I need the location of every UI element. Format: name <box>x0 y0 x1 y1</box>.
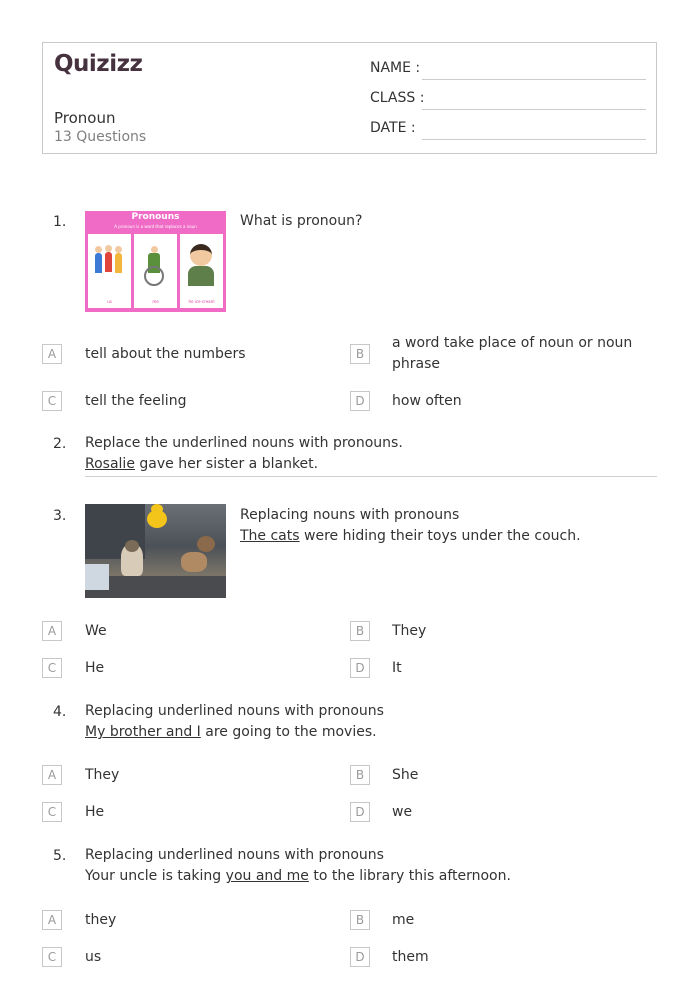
option-text[interactable]: us <box>85 949 102 965</box>
question-text: Replace the underlined nouns with pronouns. <box>85 435 403 451</box>
card-subtitle: A pronoun is a word that replaces a noun <box>114 224 197 229</box>
question-text: Replacing underlined nouns with pronouns <box>85 703 384 719</box>
question-sentence: The cats were hiding their toys under the couch. <box>240 528 581 544</box>
option-text[interactable]: They <box>392 623 427 639</box>
question-number: 1. <box>53 214 67 230</box>
question-number: 3. <box>53 508 67 524</box>
card-label-he: he ice-cream <box>188 299 215 304</box>
question-text: What is pronoun? <box>240 213 363 229</box>
card-title: Pronouns <box>131 212 180 222</box>
option-letter[interactable]: C <box>42 658 62 678</box>
option-letter[interactable]: A <box>42 621 62 641</box>
option-letter[interactable]: B <box>350 765 370 785</box>
option-text[interactable]: me <box>392 912 415 928</box>
option-text[interactable]: tell about the numbers <box>85 346 246 362</box>
question-number: 5. <box>53 848 67 864</box>
option-letter[interactable]: C <box>42 947 62 967</box>
underlined-noun: The cats <box>240 528 300 544</box>
option-text[interactable]: we <box>392 804 413 820</box>
answer-line <box>85 476 657 477</box>
option-letter[interactable]: A <box>42 344 62 364</box>
class-label: CLASS : <box>370 90 425 106</box>
option-text[interactable]: She <box>392 767 419 783</box>
card-label-us: us <box>107 299 112 304</box>
option-text[interactable]: they <box>85 912 117 928</box>
card-label-me: me <box>152 299 159 304</box>
card-panel-me <box>134 234 177 308</box>
option-letter[interactable]: A <box>42 910 62 930</box>
question-number: 2. <box>53 436 67 452</box>
pronoun-card-image <box>85 211 226 312</box>
option-text[interactable]: We <box>85 623 107 639</box>
option-letter[interactable]: B <box>350 910 370 930</box>
question-sentence: Your uncle is taking you and me to the library this afternoon. <box>85 868 511 884</box>
question-sentence: My brother and I are going to the movies. <box>85 724 377 740</box>
option-text[interactable]: tell the feeling <box>85 393 187 409</box>
option-text[interactable]: how often <box>392 393 462 409</box>
option-letter[interactable]: C <box>42 391 62 411</box>
option-letter[interactable]: D <box>350 802 370 822</box>
option-letter[interactable]: D <box>350 947 370 967</box>
option-letter[interactable]: D <box>350 391 370 411</box>
worksheet-header <box>42 42 657 154</box>
worksheet-title: Pronoun <box>54 109 116 127</box>
option-letter[interactable]: C <box>42 802 62 822</box>
quizizz-logo: Quizizz <box>54 51 143 77</box>
question-sentence: Rosalie gave her sister a blanket. <box>85 456 319 472</box>
question-text: Replacing nouns with pronouns <box>240 507 460 523</box>
option-text[interactable]: He <box>85 804 105 820</box>
question-count: 13 Questions <box>54 129 147 145</box>
option-text[interactable]: a word take place of noun or noun phrase <box>392 335 633 372</box>
option-letter[interactable]: A <box>42 765 62 785</box>
underlined-noun: My brother and I <box>85 724 201 740</box>
underlined-noun: you and me <box>225 868 309 884</box>
name-line <box>422 79 646 80</box>
cats-photo <box>85 504 226 598</box>
option-text[interactable]: them <box>392 949 429 965</box>
question-number: 4. <box>53 704 67 720</box>
option-text[interactable]: They <box>85 767 120 783</box>
option-letter[interactable]: B <box>350 344 370 364</box>
option-letter[interactable]: D <box>350 658 370 678</box>
option-text[interactable]: It <box>392 660 402 676</box>
underlined-noun: Rosalie <box>85 456 135 472</box>
class-line <box>422 109 646 110</box>
date-line <box>422 139 646 140</box>
card-panel-he <box>180 234 223 308</box>
card-panel-us <box>88 234 131 308</box>
option-letter[interactable]: B <box>350 621 370 641</box>
option-text[interactable]: He <box>85 660 105 676</box>
date-label: DATE : <box>370 120 416 136</box>
name-label: NAME : <box>370 60 421 76</box>
question-text: Replacing underlined nouns with pronouns <box>85 847 384 863</box>
